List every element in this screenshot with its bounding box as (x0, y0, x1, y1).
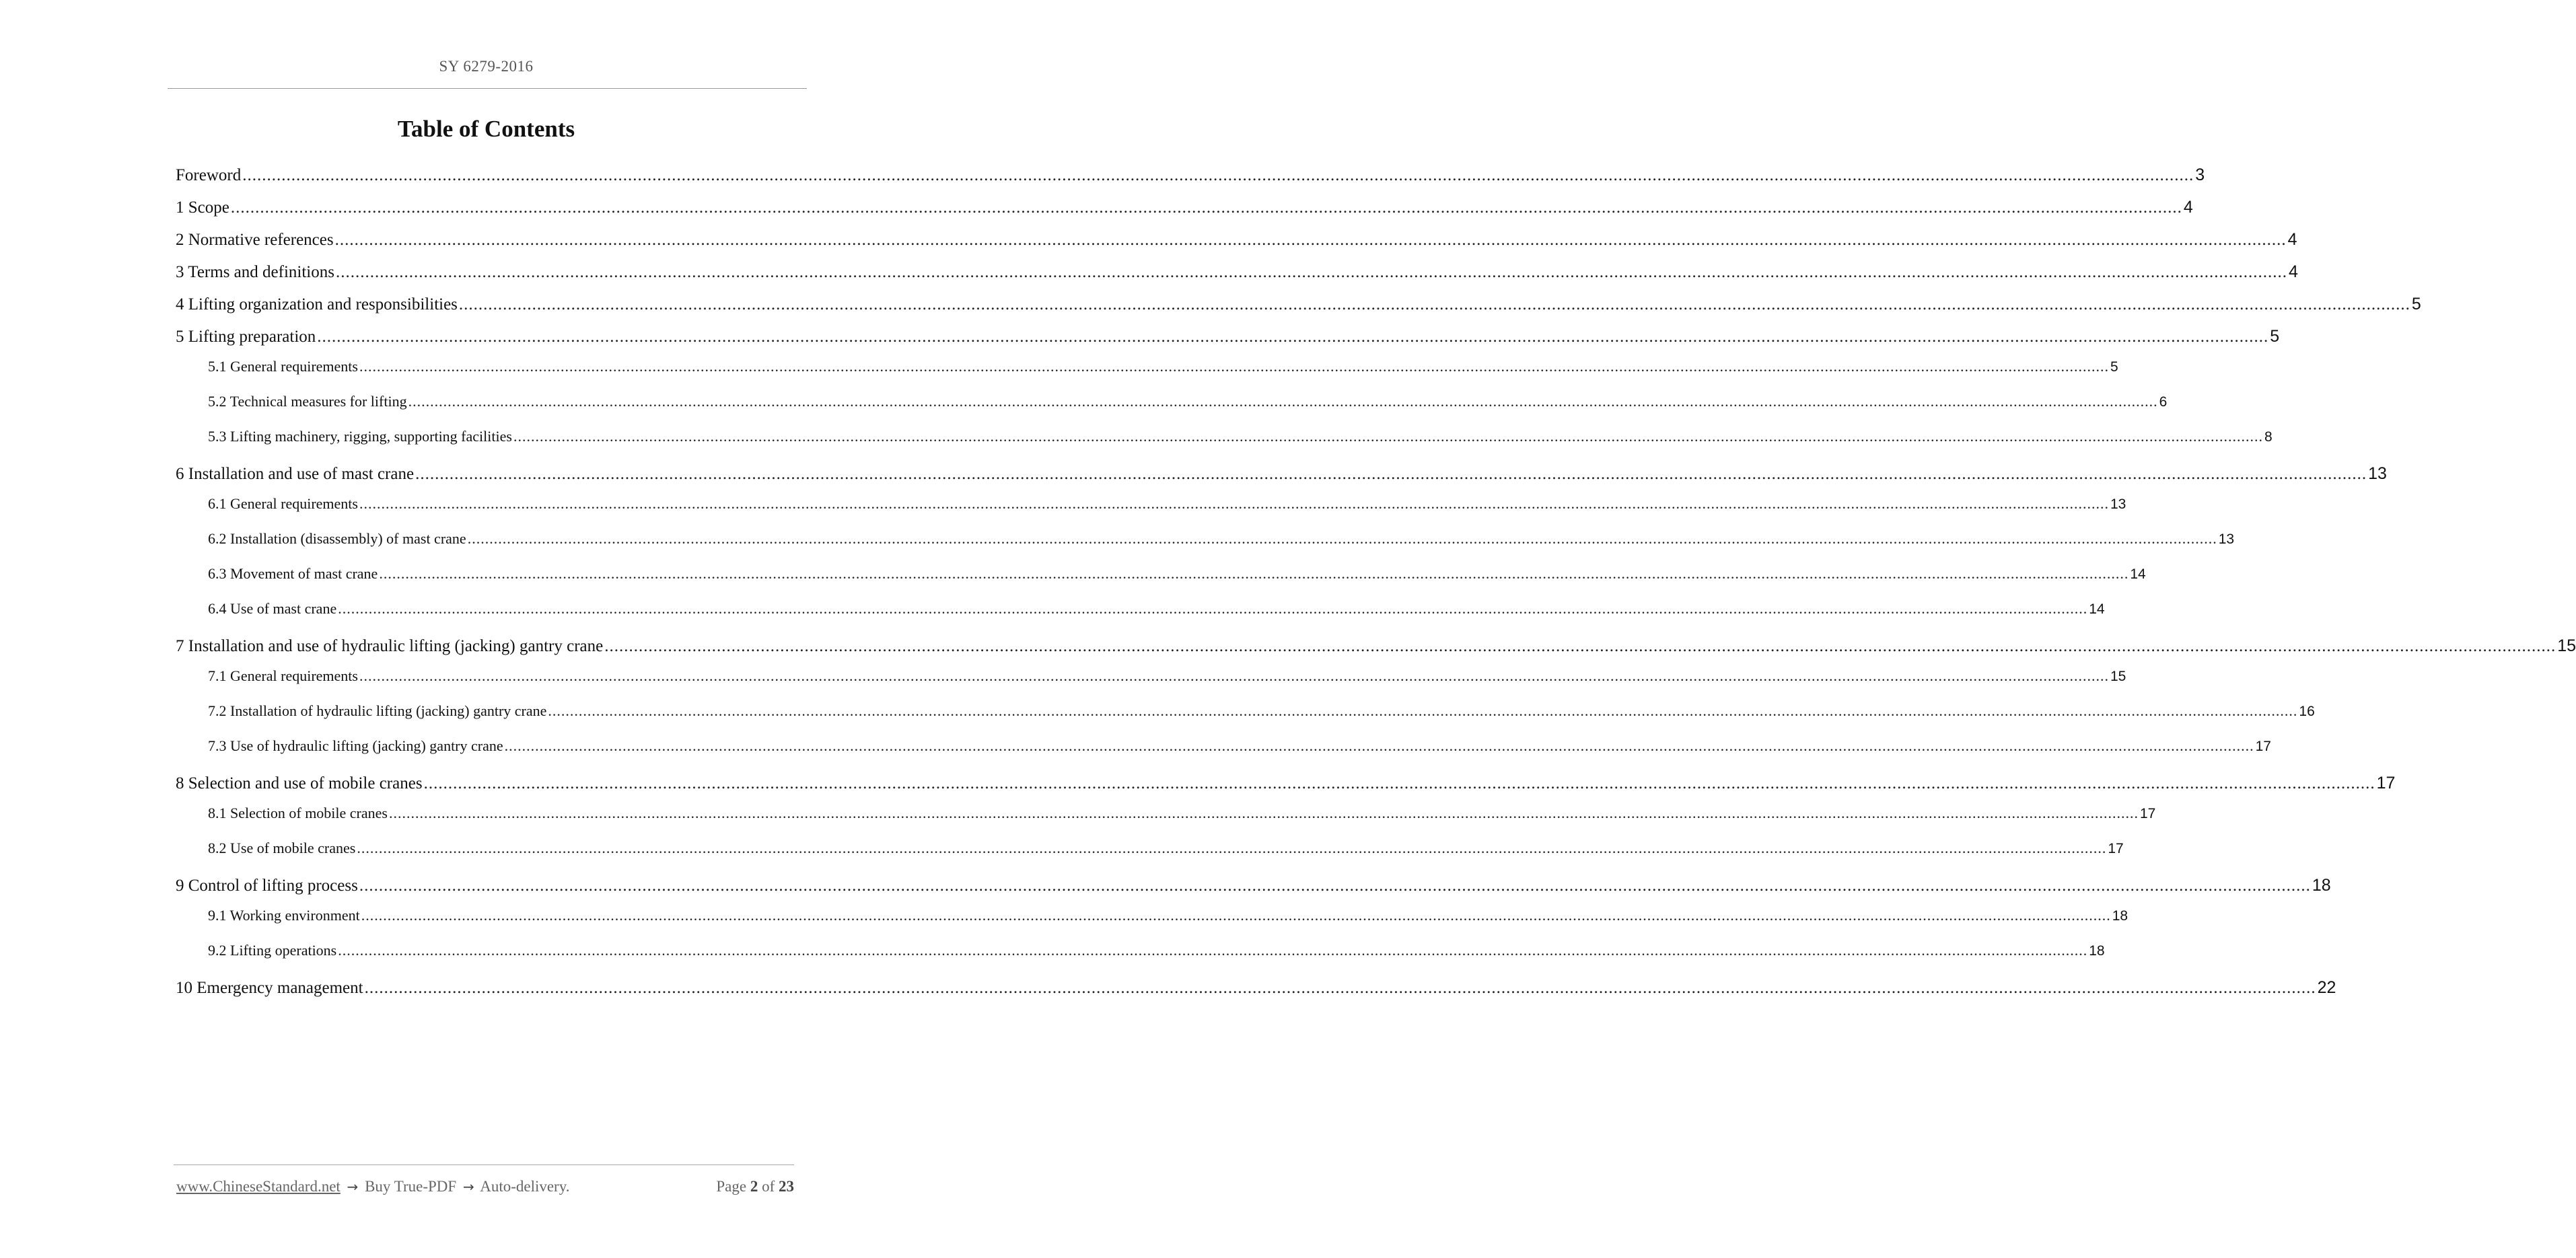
toc-entry-label: 8 Selection and use of mobile cranes (176, 774, 423, 792)
toc-dot-leader: ................................................................................................................................................................................................................................................................................................................................................................................................................ (359, 358, 2109, 375)
toc-entry-page: 22 (2317, 978, 2336, 997)
toc-entry[interactable] (208, 907, 2128, 924)
toc-entry-page: 16 (2299, 704, 2315, 719)
toc-dot-leader: ................................................................................................................................................................................................................................................................................................................................................................................................................ (338, 600, 2088, 617)
toc-dot-leader: ................................................................................................................................................................................................................................................................................................................................................................................................................ (423, 774, 2375, 792)
toc-entry[interactable] (176, 978, 2336, 998)
toc-entry[interactable] (208, 565, 2146, 583)
toc-entry-label: Foreword (176, 166, 242, 184)
toc-entry-label: 8.1 Selection of mobile cranes (208, 805, 388, 821)
toc-dot-leader: ................................................................................................................................................................................................................................................................................................................................................................................................................ (388, 805, 2139, 821)
toc-entry-label: 7.2 Installation of hydraulic lifting (jacking) gantry crane (208, 702, 547, 719)
toc-entry-page: 4 (2183, 198, 2193, 217)
page-word: Page (716, 1178, 747, 1195)
toc-dot-leader: ................................................................................................................................................................................................................................................................................................................................................................................................................ (317, 328, 2269, 346)
toc-dot-leader: ................................................................................................................................................................................................................................................................................................................................................................................................................ (604, 637, 2556, 655)
toc-entry-page: 18 (2312, 876, 2331, 895)
toc-dot-leader: ................................................................................................................................................................................................................................................................................................................................................................................................................ (242, 166, 2194, 184)
toc-entry-label: 6.3 Movement of mast crane (208, 565, 378, 582)
toc-entry[interactable] (208, 805, 2156, 822)
toc-dot-leader: ................................................................................................................................................................................................................................................................................................................................................................................................................ (504, 737, 2254, 754)
toc-dot-leader: ................................................................................................................................................................................................................................................................................................................................................................................................................ (334, 231, 2287, 249)
page-current: 2 (750, 1178, 758, 1195)
footer-divider (174, 1164, 794, 1165)
toc-entry-page: 4 (2287, 230, 2297, 249)
toc-entry[interactable] (176, 198, 2193, 217)
toc-entry[interactable] (208, 667, 2126, 685)
toc-entry[interactable] (208, 942, 2105, 959)
toc-entry[interactable] (208, 737, 2271, 755)
toc-title: Table of Contents (397, 116, 575, 142)
toc-entry-page: 18 (2089, 943, 2105, 959)
page-total: 23 (779, 1178, 794, 1195)
header-divider (168, 88, 807, 89)
toc-entry[interactable] (176, 165, 2205, 185)
toc-entry-label: 5 Lifting preparation (176, 328, 316, 346)
toc-entry-label: 9.1 Working environment (208, 907, 360, 924)
toc-dot-leader: ................................................................................................................................................................................................................................................................................................................................................................................................................ (230, 198, 2182, 217)
toc-entry-label: 9 Control of lifting process (176, 877, 358, 895)
toc-entry-page: 13 (2218, 531, 2235, 547)
toc-entry-label: 7.1 General requirements (208, 667, 358, 684)
toc-entry[interactable] (208, 840, 2124, 857)
toc-dot-leader: ................................................................................................................................................................................................................................................................................................................................................................................................................ (548, 702, 2298, 719)
buy-text: Buy True-PDF (365, 1178, 457, 1195)
toc-entry-page: 4 (2288, 262, 2298, 281)
toc-entry-page: 17 (2255, 739, 2271, 754)
toc-entry-page: 5 (2110, 359, 2118, 375)
toc-entry-label: 7 Installation and use of hydraulic lifting (jacking) gantry crane (176, 637, 604, 655)
toc-entry-page: 8 (2264, 429, 2273, 445)
toc-dot-leader: ................................................................................................................................................................................................................................................................................................................................................................................................................ (467, 530, 2217, 547)
toc-dot-leader: ................................................................................................................................................................................................................................................................................................................................................................................................................ (357, 840, 2107, 856)
toc-entry[interactable] (176, 876, 2331, 895)
toc-entry[interactable] (176, 464, 2387, 484)
toc-entry[interactable] (176, 262, 2298, 282)
toc-entry-page: 3 (2195, 165, 2205, 184)
toc-entry-page: 17 (2108, 841, 2124, 856)
toc-entry[interactable] (176, 636, 2576, 656)
toc-entry[interactable] (208, 358, 2118, 375)
toc-entry-label: 7.3 Use of hydraulic lifting (jacking) gantry crane (208, 737, 503, 754)
toc-entry-page: 18 (2112, 908, 2128, 924)
toc-entry-page: 17 (2376, 774, 2396, 792)
toc-entry-page: 5 (2270, 327, 2280, 346)
toc-dot-leader: ................................................................................................................................................................................................................................................................................................................................................................................................................ (359, 877, 2311, 895)
toc-entry-page: 17 (2139, 806, 2156, 821)
toc-entry-label: 6.2 Installation (disassembly) of mast crane (208, 530, 466, 547)
document-code: SY 6279-2016 (439, 58, 534, 75)
toc-entry-page: 14 (2089, 601, 2105, 617)
toc-entry-page: 15 (2110, 669, 2126, 684)
toc-entry-label: 2 Normative references (176, 231, 334, 249)
delivery-text: Auto-delivery. (480, 1178, 570, 1195)
toc-entry-label: 5.1 General requirements (208, 358, 358, 375)
toc-entry-label: 5.3 Lifting machinery, rigging, supporting facilities (208, 428, 512, 445)
page-number (716, 1178, 794, 1195)
toc-dot-leader: ................................................................................................................................................................................................................................................................................................................................................................................................................ (359, 667, 2109, 684)
toc-dot-leader: ................................................................................................................................................................................................................................................................................................................................................................................................................ (513, 428, 2263, 445)
footer-promo (176, 1178, 569, 1195)
toc-entry-label: 6 Installation and use of mast crane (176, 465, 415, 483)
toc-dot-leader: ................................................................................................................................................................................................................................................................................................................................................................................................................ (359, 495, 2109, 512)
website-link[interactable]: www.ChineseStandard.net (176, 1178, 341, 1195)
toc-entry-label: 5.2 Technical measures for lifting (208, 393, 407, 410)
toc-entry[interactable] (208, 600, 2105, 618)
page-footer (176, 1178, 794, 1199)
toc-entry[interactable] (208, 393, 2168, 410)
toc-entry[interactable] (176, 295, 2421, 314)
toc-dot-leader: ................................................................................................................................................................................................................................................................................................................................................................................................................ (415, 465, 2367, 483)
toc-entry-page: 13 (2368, 464, 2387, 483)
arrow-right-icon: → (347, 1179, 359, 1195)
toc-entry-page: 6 (2159, 394, 2168, 410)
toc-entry[interactable] (176, 774, 2396, 793)
toc-entry-page: 13 (2110, 496, 2126, 512)
toc-entry[interactable] (208, 530, 2235, 548)
toc-entry[interactable] (176, 327, 2280, 346)
toc-dot-leader: ................................................................................................................................................................................................................................................................................................................................................................................................................ (361, 907, 2111, 924)
toc-dot-leader: ................................................................................................................................................................................................................................................................................................................................................................................................................ (379, 565, 2129, 582)
toc-dot-leader: ................................................................................................................................................................................................................................................................................................................................................................................................................ (408, 393, 2158, 410)
toc-dot-leader: ................................................................................................................................................................................................................................................................................................................................................................................................................ (335, 263, 2287, 281)
toc-dot-leader: ................................................................................................................................................................................................................................................................................................................................................................................................................ (458, 295, 2410, 313)
toc-entry[interactable] (208, 495, 2126, 513)
toc-entry[interactable] (208, 702, 2315, 720)
toc-entry-label: 3 Terms and definitions (176, 263, 334, 281)
toc-entry-label: 8.2 Use of mobile cranes (208, 840, 356, 856)
toc-entry[interactable] (208, 428, 2273, 445)
toc-entry-page: 14 (2130, 566, 2146, 582)
toc-entry-label: 6.4 Use of mast crane (208, 600, 337, 617)
toc-entry-label: 6.1 General requirements (208, 495, 358, 512)
toc-entry-label: 1 Scope (176, 198, 229, 217)
toc-entry-label: 10 Emergency management (176, 979, 363, 997)
page-of: of (762, 1178, 775, 1195)
toc-dot-leader: ................................................................................................................................................................................................................................................................................................................................................................................................................ (364, 979, 2316, 997)
toc-entry-page: 15 (2557, 636, 2576, 655)
toc-entry-page: 5 (2411, 295, 2421, 313)
toc-entry-label: 4 Lifting organization and responsibilities (176, 295, 458, 313)
toc-dot-leader: ................................................................................................................................................................................................................................................................................................................................................................................................................ (338, 942, 2088, 959)
toc-entry[interactable] (176, 230, 2297, 250)
arrow-right-icon: → (462, 1179, 474, 1195)
toc-entry-label: 9.2 Lifting operations (208, 942, 337, 959)
